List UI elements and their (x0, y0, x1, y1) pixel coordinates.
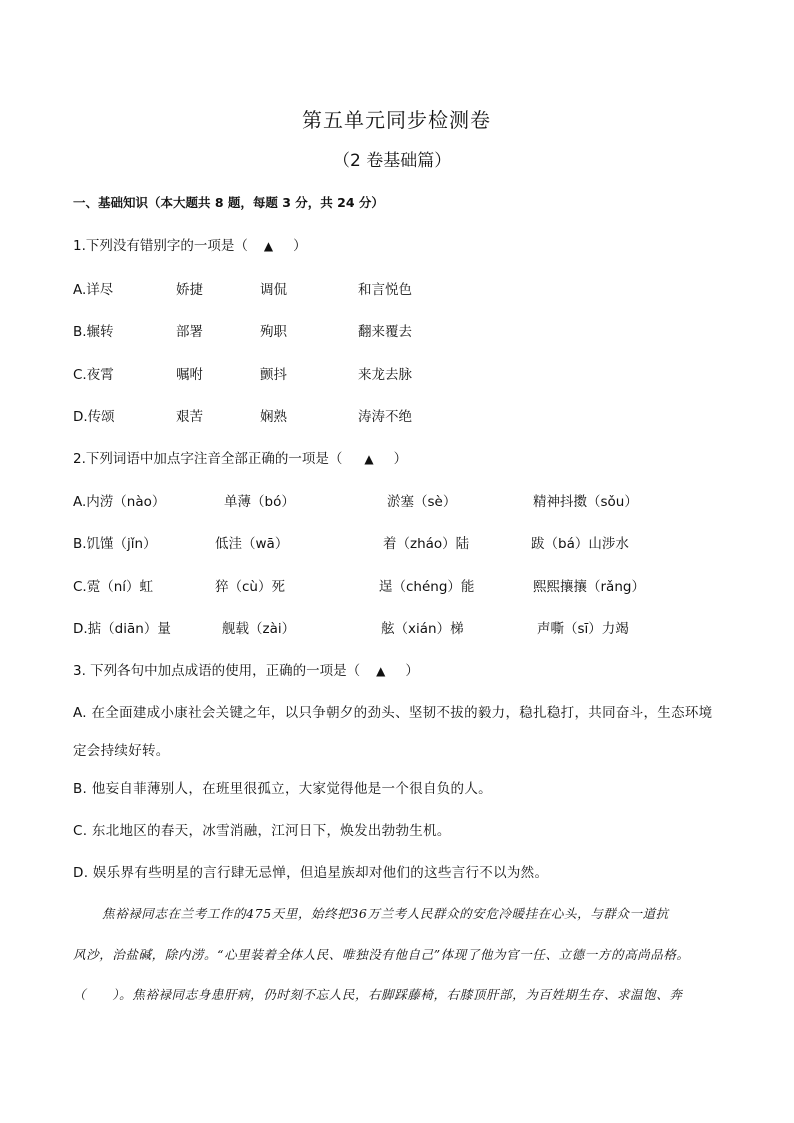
question-1-stem (73, 234, 307, 254)
q1-option-c-word4: 来龙去脉 (358, 367, 412, 383)
answer-mark: ▲ (364, 452, 374, 466)
passage-line-3: （ ）。焦裕禄同志身患肝病，仍时刻不忘人民，右脚踩藤椅，右膝顶肝部，为百姓期生存、求温饱、奔 (73, 987, 683, 1002)
q1-option-b-word3: 殉职 (260, 324, 287, 340)
q1-option-c-label: C.夜霄 (73, 367, 114, 383)
q3-option-c: C. 东北地区的春天，冰雪消融，江河日下，焕发出勃勃生机。 (73, 823, 451, 839)
q2-option-b-word3: 着（zháo）陆 (383, 536, 470, 552)
q3-option-a-line2: 定会持续好转。 (73, 743, 170, 759)
q2-option-d-word2: 舰载（zài） (222, 621, 296, 637)
question-2-stem (73, 447, 407, 467)
q2-option-c-word3: 逞（chéng）能 (379, 579, 475, 595)
q2-option-d-label: D.掂（diān）量 (73, 621, 171, 637)
passage-line-2: 风沙，治盐碱，除内涝。“心里装着全体人民、唯独没有他自己”体现了他为官一任、立德一方的高尚品格。 (73, 947, 690, 962)
q2-option-c-word2: 猝（cù）死 (215, 579, 285, 595)
q2-option-c-label: C.霓（ní）虹 (73, 579, 154, 595)
q1-option-a-word2: 娇捷 (176, 282, 203, 298)
q1-option-a-word4: 和言悦色 (358, 282, 412, 298)
q2-option-b-label: B.饥馑（jǐn） (73, 536, 157, 552)
q1-option-a-word3: 调侃 (260, 282, 287, 298)
q2-option-b-word4: 跋（bá）山涉水 (531, 536, 629, 552)
question-stem-text: 3. 下列各句中加点成语的使用，正确的一项是（ (73, 663, 361, 679)
q2-option-a-word3: 淤塞（sè） (387, 494, 457, 510)
q1-option-b-label: B.辗转 (73, 324, 114, 340)
q2-option-b-word2: 低洼（wā） (215, 536, 289, 552)
q2-option-a-word2: 单薄（bó） (224, 494, 295, 510)
q3-option-d: D. 娱乐界有些明星的言行肆无忌惮，但追星族却对他们的这些言行不以为然。 (73, 865, 549, 881)
question-stem-text: 1.下列没有错别字的一项是（ (73, 238, 248, 254)
question-stem-close: ） (393, 451, 408, 467)
passage-line-1: 焦裕禄同志在兰考工作的475天里，始终把36万兰考人民群众的安危冷暖挂在心头，与群众一道抗 (102, 906, 669, 921)
section-heading: 一、基础知识（本大题共 8 题，每题 3 分，共 24 分） (73, 195, 384, 210)
q2-option-d-word4: 声嘶（sī）力竭 (537, 621, 629, 637)
question-3-stem (73, 659, 419, 679)
q1-option-a-label: A.详尽 (73, 282, 114, 298)
q1-option-d-word4: 涛涛不绝 (358, 409, 412, 425)
q1-option-c-word2: 嘱咐 (176, 367, 203, 383)
q2-option-a-word4: 精神抖擞（sǒu） (533, 494, 638, 510)
q2-option-d-word3: 舷（xián）梯 (381, 621, 464, 637)
q1-option-b-word2: 部署 (176, 324, 203, 340)
q1-option-b-word4: 翻来覆去 (358, 324, 412, 340)
page-subtitle: （2 卷基础篇） (333, 151, 452, 171)
page-title: 第五单元同步检测卷 (302, 108, 491, 132)
q1-option-c-word3: 颤抖 (260, 367, 287, 383)
q1-option-d-word2: 艰苦 (176, 409, 203, 425)
answer-mark: ▲ (263, 239, 274, 253)
question-stem-text: 2.下列词语中加点字注音全部正确的一项是（ (73, 451, 343, 467)
q1-option-d-label: D.传颂 (73, 409, 115, 425)
q2-option-a-label: A.内涝（nào） (73, 494, 166, 510)
answer-mark: ▲ (376, 664, 386, 678)
question-stem-close: ） (293, 238, 307, 254)
q3-option-a-line1: A. 在全面建成小康社会关键之年，以只争朝夕的劲头、坚韧不拔的毅力，稳扎稳打，共同奋斗，生态环境 (73, 705, 713, 721)
q1-option-d-word3: 娴熟 (260, 409, 287, 425)
question-stem-close: ） (405, 663, 419, 679)
q2-option-c-word4: 熙熙攘攘（rǎng） (533, 579, 645, 595)
q3-option-b: B. 他妄自菲薄别人，在班里很孤立，大家觉得他是一个很自负的人。 (73, 781, 492, 797)
